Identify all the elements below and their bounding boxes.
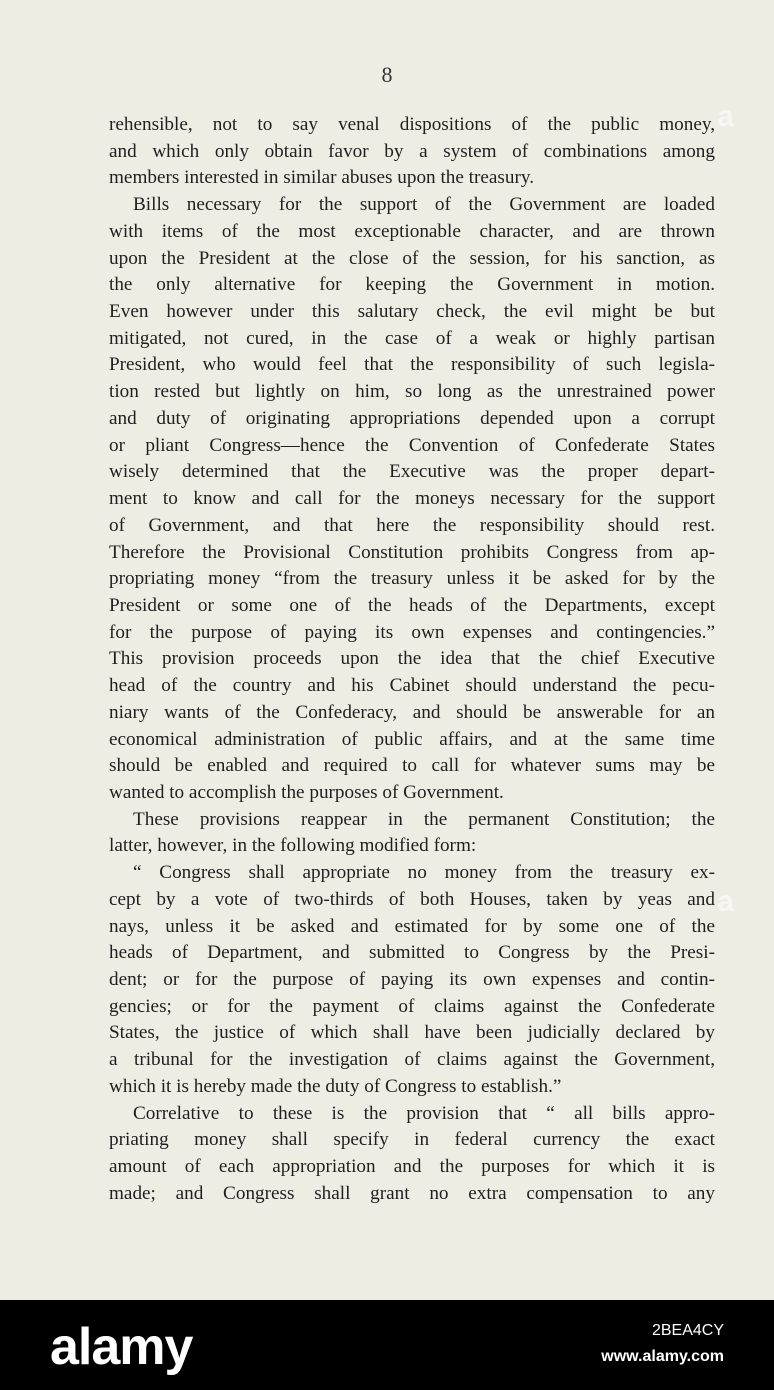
text-line: head of the country and his Cabinet should understand the pecu- (109, 675, 715, 697)
text-line: wisely determined that the Executive was the proper depart- (109, 461, 715, 483)
watermark-mark: a (717, 100, 734, 133)
text-line: propriating money “from the treasury unless it be asked for by the (109, 568, 715, 590)
text-line: Bills necessary for the support of the Government are loaded (133, 194, 715, 216)
site-url: www.alamy.com (601, 1348, 724, 1365)
text-line: rehensible, not to say venal dispositions of the public money, (109, 114, 715, 135)
text-line: Therefore the Provisional Constitution prohibits Congress from ap- (109, 541, 715, 563)
text-line: President or some one of the heads of the Departments, except (109, 594, 715, 616)
text-line: amount of each appropriation and the purposes for which it is (109, 1156, 715, 1178)
page-number: 8 (381, 62, 393, 87)
text-line: the only alternative for keeping the Government in motion. (109, 274, 715, 296)
text-line: “ Congress shall appropriate no money from the treasury ex- (133, 862, 715, 884)
text-line: dent; or for the purpose of paying its own expenses and contin- (109, 969, 715, 990)
text-line: priating money shall specify in federal currency the exact (109, 1129, 715, 1151)
text-line: nays, unless it be asked and estimated for by some one of the (109, 915, 715, 937)
text-line: and duty of originating appropriations depended upon a corrupt (109, 407, 715, 429)
text-line: tion rested but lightly on him, so long as the unrestrained power (109, 381, 715, 403)
text-line: upon the President at the close of the session, for his sanction, as (109, 247, 715, 269)
text-line: should be enabled and required to call for whatever sums may be (109, 755, 715, 777)
text-line: States, the justice of which shall have been judicially declared by (109, 1022, 715, 1044)
text-line: latter, however, in the following modified form: (109, 835, 477, 857)
text-line: President, who would feel that the responsibility of such legisla- (109, 354, 715, 376)
text-line: gencies; or for the payment of claims against the Confederate (109, 995, 715, 1017)
image-id: 2BEA4CY (651, 1322, 724, 1339)
stock-footer-bar (0, 1300, 774, 1390)
body-text (109, 112, 715, 1207)
text-line: for the purpose of paying its own expenses and contingencies.” (109, 621, 715, 643)
text-line: made; and Congress shall grant no extra compensation to any (109, 1182, 715, 1204)
text-line: of Government, and that here the responsibility should rest. (109, 514, 715, 536)
text-line: Correlative to these is the provision that “ all bills appro- (133, 1102, 715, 1124)
brand-logo: alamy (50, 1318, 193, 1376)
text-line: heads of Department, and submitted to Congress by the Presi- (109, 942, 715, 964)
text-line: Even however under this salutary check, the evil might be but (109, 301, 715, 323)
watermark-mark: a (717, 885, 734, 918)
text-line: with items of the most exceptionable character, and are thrown (109, 220, 715, 242)
text-line: a tribunal for the investigation of claims against the Government, (109, 1049, 715, 1071)
text-line: These provisions reappear in the permanent Constitution; the (133, 808, 715, 830)
text-line: or pliant Congress—hence the Convention of Confederate States (109, 434, 715, 456)
text-line: mitigated, not cured, in the case of a weak or highly partisan (109, 327, 715, 349)
text-line: wanted to accomplish the purposes of Government. (109, 781, 504, 803)
text-line: This provision proceeds upon the idea that the chief Executive (109, 648, 715, 670)
text-line: and which only obtain favor by a system of combinations among (109, 140, 715, 162)
text-line: which it is hereby made the duty of Congress to establish.” (109, 1075, 562, 1097)
text-line: ment to know and call for the moneys necessary for the support (109, 488, 715, 510)
text-line: economical administration of public affairs, and at the same time (109, 728, 715, 750)
text-line: niary wants of the Confederacy, and should be answerable for an (109, 701, 715, 723)
text-line: members interested in similar abuses upon the treasury. (109, 167, 535, 189)
text-line: cept by a vote of two-thirds of both Houses, taken by yeas and (109, 888, 715, 910)
